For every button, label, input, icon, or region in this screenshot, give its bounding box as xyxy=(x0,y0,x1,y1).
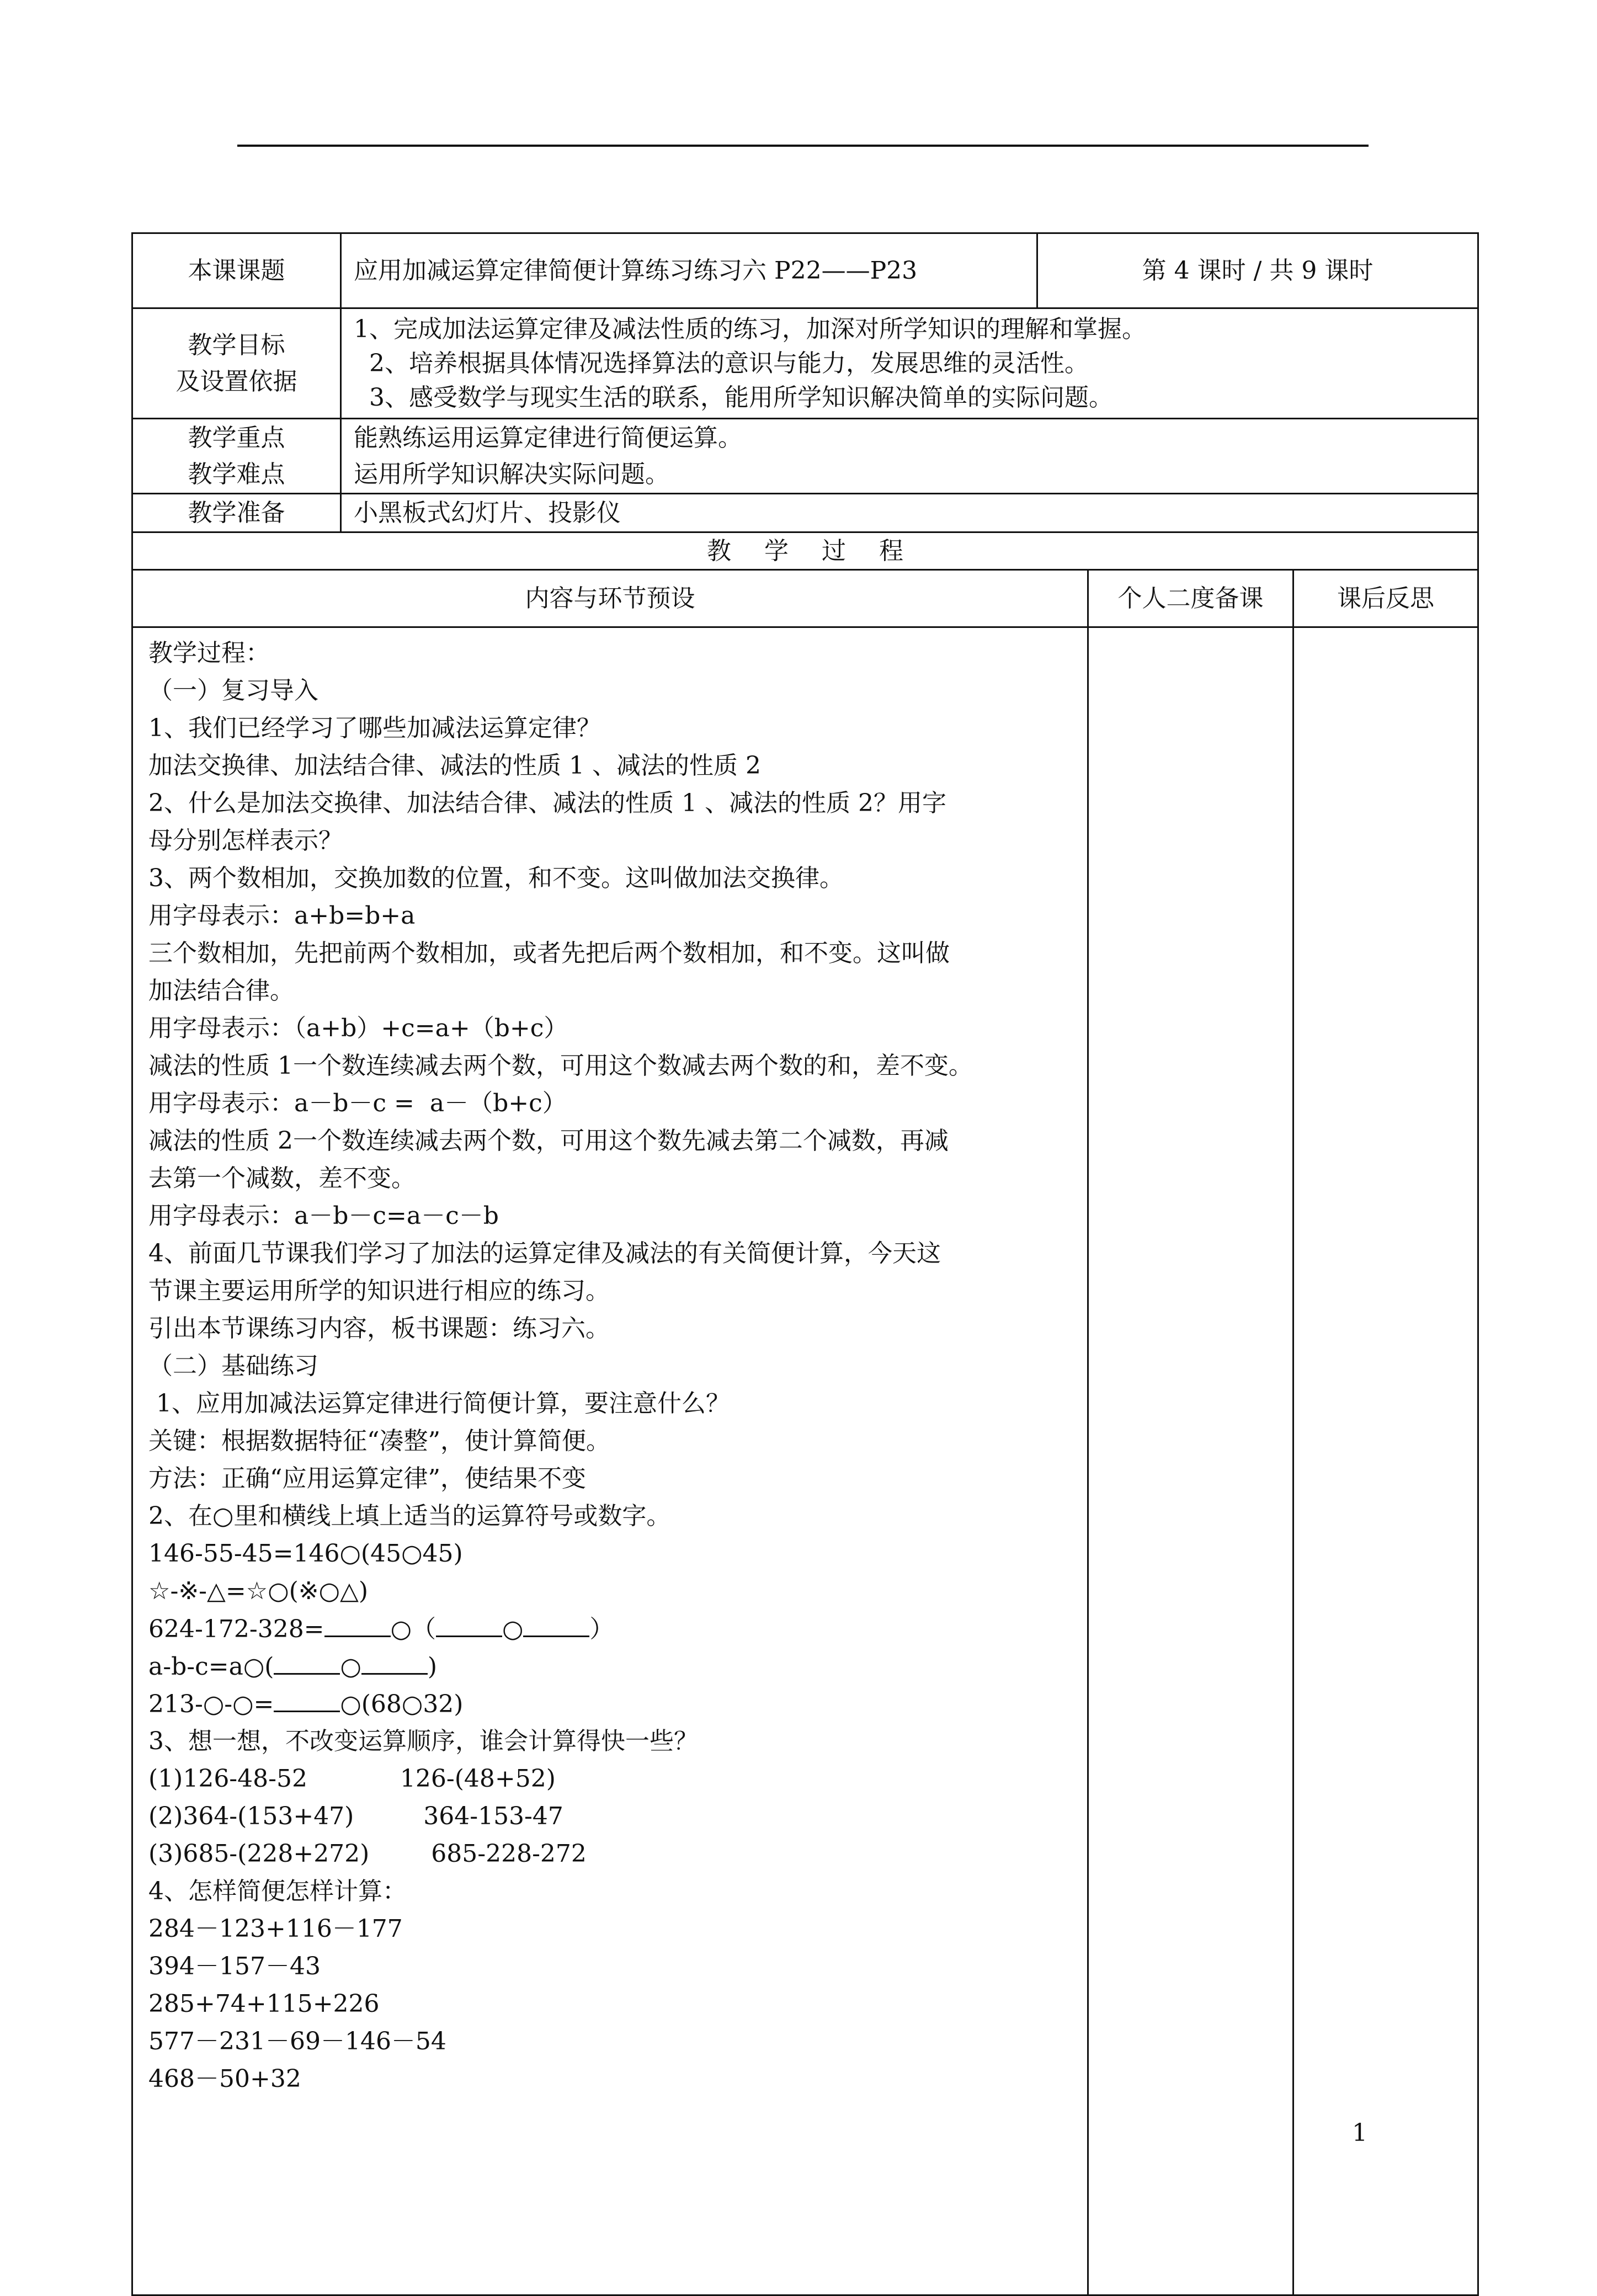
prep-value: 小黑板式幻灯片、投影仪 xyxy=(354,498,621,527)
content-line: 用字母表示：a+b=b+a xyxy=(148,902,416,930)
content-line: （二）基础练习 xyxy=(148,1352,318,1380)
goals-label xyxy=(133,309,342,418)
content-line: 3、两个数相加，交换加数的位置，和不变。这叫做加法交换律。 xyxy=(148,864,844,892)
key-points-value xyxy=(342,419,1477,493)
goal-item: 3、感受数学与现实生活的联系，能用所学知识解决简单的实际问题。 xyxy=(354,383,1113,412)
key-point: 能熟练运用运算定律进行简便运算。 xyxy=(354,423,742,452)
content-line: 三个数相加，先把前两个数相加，或者先把后两个数相加，和不变。这叫做 xyxy=(148,939,950,967)
content-line: 1、应用加减法运算定律进行简便计算，要注意什么？ xyxy=(148,1389,730,1418)
content-line: 引出本节课练习内容，板书课题：练习六。 xyxy=(148,1314,610,1343)
content-line: 4、前面几节课我们学习了加法的运算定律及减法的有关简便计算，今天这 xyxy=(148,1239,941,1267)
content-line: (2)364-(153+47) 364-153-47 xyxy=(148,1802,563,1830)
goals-label-line2: 及设置依据 xyxy=(175,367,297,396)
fill-text: ○ xyxy=(340,1653,361,1681)
fill-text: ○（ xyxy=(390,1615,436,1643)
blank xyxy=(274,1685,340,1712)
blank xyxy=(361,1648,428,1675)
content-line: 教学过程： xyxy=(148,639,270,667)
lesson-plan-table xyxy=(131,232,1479,2296)
difficult-point: 运用所学知识解决实际问题。 xyxy=(354,460,669,488)
content-line: 减法的性质 2一个数连续减去两个数，可用这个数先减去第二个减数，再减 xyxy=(148,1127,949,1155)
topic-value: 应用加减运算定律简便计算练习练习六 P22——P23 xyxy=(342,234,1038,307)
content-line: 3、想一想，不改变运算顺序，谁会计算得快一些？ xyxy=(148,1727,698,1755)
content-line: 284－123+116－177 xyxy=(148,1915,403,1943)
prep-label: 教学准备 xyxy=(133,494,342,531)
content-line: （一）复习导入 xyxy=(148,676,318,705)
content-line: 方法：正确“应用运算定律”，使结果不变 xyxy=(148,1464,586,1493)
goals-list xyxy=(342,309,1477,418)
content-line: ☆-※-△=☆○(※○△) xyxy=(148,1577,369,1605)
goal-item: 2、培养根据具体情况选择算法的意识与能力，发展思维的灵活性。 xyxy=(354,349,1089,377)
goal-item: 1、完成加法运算定律及减法性质的练习，加深对所学知识的理解和掌握。 xyxy=(354,315,1146,343)
content-line: 2、在○里和横线上填上适当的运算符号或数字。 xyxy=(148,1502,671,1530)
key-points-row xyxy=(133,419,1477,494)
reflection-cell xyxy=(1294,628,1477,2294)
fill-text: ) xyxy=(427,1653,438,1681)
process-header-row xyxy=(133,571,1477,628)
content-line: 394－157－43 xyxy=(148,1952,321,1980)
col-reflection-header: 课后反思 xyxy=(1337,584,1434,612)
content-line: 节课主要运用所学的知识进行相应的练习。 xyxy=(148,1277,610,1305)
content-line: 去第一个减数，差不变。 xyxy=(148,1164,416,1192)
key-points-label-line2: 教学难点 xyxy=(188,460,285,488)
content-line: (1)126-48-52 126-(48+52) xyxy=(148,1765,556,1793)
process-title-row xyxy=(133,533,1477,571)
content-line: 1、我们已经学习了哪些加减法运算定律？ xyxy=(148,714,601,742)
content-line: 加法结合律。 xyxy=(148,977,294,1005)
fill-blank-line xyxy=(148,1648,1076,1685)
content-line: 285+74+115+226 xyxy=(148,1990,380,2018)
header-rule xyxy=(237,145,1369,147)
content-line: 2、什么是加法交换律、加法结合律、减法的性质 1 、减法的性质 2？用字 xyxy=(148,789,946,817)
key-points-label xyxy=(133,419,342,493)
content-line: 母分别怎样表示？ xyxy=(148,827,343,855)
content-line: 146-55-45=146○(45○45) xyxy=(148,1539,463,1568)
topic-row xyxy=(133,234,1477,309)
content-line: 关键：根据数据特征“凑整”，使计算简便。 xyxy=(148,1427,610,1455)
process-title: 教学过程 xyxy=(707,536,936,565)
content-line: 用字母表示：a－b－c=a－c－b xyxy=(148,1202,499,1230)
fill-text: ○(68○32) xyxy=(340,1690,464,1718)
content-cell xyxy=(133,628,1089,2294)
key-points-label-line1: 教学重点 xyxy=(188,423,285,452)
fill-blank-line xyxy=(148,1610,1076,1648)
fill-text: 624-172-328= xyxy=(148,1615,324,1643)
content-line: 468－50+32 xyxy=(148,2065,301,2093)
blank xyxy=(523,1610,589,1637)
personal-notes-cell xyxy=(1089,628,1294,2294)
content-line: 减法的性质 1一个数连续减去两个数，可用这个数减去两个数的和，差不变。 xyxy=(148,1052,973,1080)
col-content-header: 内容与环节预设 xyxy=(133,571,1089,626)
fill-text: a-b-c=a○( xyxy=(148,1653,274,1681)
content-line: 加法交换律、加法结合律、减法的性质 1 、减法的性质 2 xyxy=(148,752,761,780)
goals-row xyxy=(133,309,1477,419)
content-line: 用字母表示：a－b－c = a－（b+c） xyxy=(148,1089,567,1117)
fill-text: ） xyxy=(589,1615,614,1643)
blank xyxy=(324,1610,391,1637)
fill-text: 213-○-○= xyxy=(148,1690,274,1718)
process-content-row xyxy=(133,628,1477,2294)
topic-label: 本课课题 xyxy=(133,234,342,307)
content-line: 577－231－69－146－54 xyxy=(148,2027,446,2055)
page-number: 1 xyxy=(1352,2119,1367,2147)
fill-blank-line xyxy=(148,1685,1076,1723)
fill-text: ○ xyxy=(502,1615,524,1643)
blank xyxy=(436,1610,502,1637)
blank xyxy=(274,1648,340,1675)
prep-row xyxy=(133,494,1477,533)
col-personal-header: 个人二度备课 xyxy=(1089,571,1294,626)
content-line: 用字母表示：（a+b）+c=a+（b+c） xyxy=(148,1014,568,1042)
content-line: 4、怎样简便怎样计算： xyxy=(148,1877,407,1905)
content-line: (3)685-(228+272) 685-228-272 xyxy=(148,1840,587,1868)
goals-label-line1: 教学目标 xyxy=(188,331,285,359)
period-info: 第 4 课时 / 共 9 课时 xyxy=(1142,256,1374,285)
